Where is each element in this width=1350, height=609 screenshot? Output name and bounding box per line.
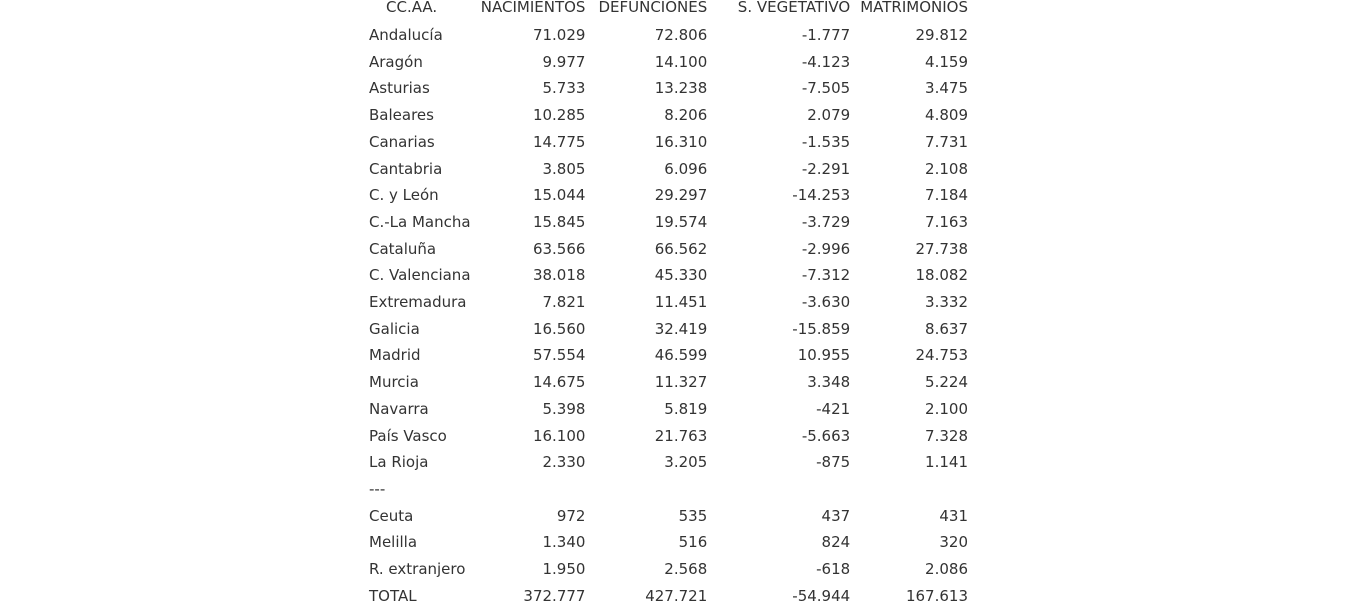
defunciones-value: 516 bbox=[678, 533, 708, 552]
region-name: Cantabria bbox=[369, 159, 443, 178]
table-body bbox=[364, 22, 968, 609]
table-row bbox=[364, 182, 968, 209]
nacimientos-value: 5.398 bbox=[542, 399, 586, 418]
matrimonios-value: 2.086 bbox=[925, 560, 968, 579]
defunciones-value: 14.100 bbox=[654, 52, 708, 71]
defunciones-value: 11.327 bbox=[654, 373, 708, 392]
defunciones-value: 5.819 bbox=[664, 399, 708, 418]
nacimientos-value: 14.775 bbox=[532, 132, 586, 151]
nacimientos-value: 63.566 bbox=[532, 239, 586, 258]
matrimonios-value: 3.475 bbox=[925, 79, 968, 98]
nacimientos-value bbox=[465, 476, 586, 503]
defunciones-value: 2.568 bbox=[664, 560, 708, 579]
region-name: C. y León bbox=[369, 186, 439, 205]
saldo-vegetativo-value: 824 bbox=[821, 533, 851, 552]
saldo-vegetativo-value: -14.253 bbox=[792, 186, 851, 205]
defunciones-value: 6.096 bbox=[664, 159, 708, 178]
table-row bbox=[364, 156, 968, 183]
region-name: La Rioja bbox=[369, 453, 429, 472]
matrimonios-value: 7.328 bbox=[925, 426, 968, 445]
defunciones-value: 13.238 bbox=[654, 79, 708, 98]
saldo-vegetativo-value: 437 bbox=[821, 506, 851, 525]
saldo-vegetativo-value: 2.079 bbox=[807, 106, 851, 125]
matrimonios-value: 29.812 bbox=[915, 26, 968, 44]
matrimonios-value: 4.159 bbox=[925, 52, 968, 71]
defunciones-value: 16.310 bbox=[654, 132, 708, 151]
region-name: Ceuta bbox=[369, 506, 414, 525]
nacimientos-value: 57.554 bbox=[532, 346, 586, 365]
header-ccaa: CC.AA. bbox=[386, 0, 438, 16]
table-row bbox=[364, 449, 968, 476]
saldo-vegetativo-value: -3.630 bbox=[801, 293, 851, 312]
matrimonios-value: 2.108 bbox=[925, 159, 968, 178]
defunciones-value bbox=[585, 476, 707, 503]
region-name: Andalucía bbox=[369, 26, 443, 44]
header-row bbox=[364, 0, 968, 22]
table-row bbox=[364, 75, 968, 102]
defunciones-value: 21.763 bbox=[654, 426, 708, 445]
table-row bbox=[364, 102, 968, 129]
nacimientos-value: 9.977 bbox=[542, 52, 586, 71]
table-row bbox=[364, 209, 968, 236]
matrimonios-value: 27.738 bbox=[915, 239, 968, 258]
saldo-vegetativo-value: -5.663 bbox=[801, 426, 851, 445]
saldo-vegetativo-value: 10.955 bbox=[797, 346, 851, 365]
region-name: Cataluña bbox=[369, 239, 437, 258]
defunciones-value: 45.330 bbox=[654, 266, 708, 285]
data-table-container bbox=[364, 0, 974, 609]
saldo-vegetativo-value: -4.123 bbox=[801, 52, 851, 71]
defunciones-value: 535 bbox=[678, 506, 708, 525]
nacimientos-value: 10.285 bbox=[532, 106, 586, 125]
nacimientos-value: 5.733 bbox=[542, 79, 586, 98]
header-nacimientos: NACIMIENTOS bbox=[480, 0, 586, 16]
matrimonios-value: 3.332 bbox=[925, 293, 968, 312]
region-name: --- bbox=[369, 479, 386, 498]
matrimonios-value: 18.082 bbox=[915, 266, 968, 285]
nacimientos-value: 38.018 bbox=[532, 266, 586, 285]
table-row bbox=[364, 529, 968, 556]
nacimientos-value: 972 bbox=[556, 506, 586, 525]
defunciones-value: 32.419 bbox=[654, 319, 708, 338]
table-row bbox=[364, 49, 968, 76]
matrimonios-value: 2.100 bbox=[925, 399, 968, 418]
table-row bbox=[364, 503, 968, 530]
saldo-vegetativo-value: -618 bbox=[816, 560, 851, 579]
table-row bbox=[364, 476, 968, 503]
saldo-vegetativo-value: -2.996 bbox=[801, 239, 851, 258]
matrimonios-value: 7.163 bbox=[925, 212, 968, 231]
defunciones-value: 46.599 bbox=[654, 346, 708, 365]
defunciones-value: 11.451 bbox=[654, 293, 708, 312]
matrimonios-value: 320 bbox=[939, 533, 968, 552]
header-saldo-vegetativo: S. VEGETATIVO bbox=[737, 0, 851, 16]
nacimientos-value: 15.845 bbox=[532, 212, 586, 231]
defunciones-value: 8.206 bbox=[664, 106, 708, 125]
matrimonios-value: 4.809 bbox=[925, 106, 968, 125]
nacimientos-value: 372.777 bbox=[523, 586, 586, 605]
matrimonios-value: 1.141 bbox=[925, 453, 968, 472]
region-name: Aragón bbox=[369, 52, 423, 71]
table-row bbox=[364, 556, 968, 583]
defunciones-value: 19.574 bbox=[654, 212, 708, 231]
region-name: Baleares bbox=[369, 106, 434, 125]
defunciones-value: 72.806 bbox=[654, 26, 708, 44]
saldo-vegetativo-value: -7.505 bbox=[801, 79, 851, 98]
saldo-vegetativo-value: 3.348 bbox=[807, 373, 851, 392]
saldo-vegetativo-value: -875 bbox=[816, 453, 851, 472]
saldo-vegetativo-value: -1.535 bbox=[801, 132, 851, 151]
saldo-vegetativo-value: -2.291 bbox=[801, 159, 851, 178]
defunciones-value: 66.562 bbox=[654, 239, 708, 258]
region-name: Canarias bbox=[369, 132, 435, 151]
region-name: C.-La Mancha bbox=[369, 212, 471, 231]
region-name: Asturias bbox=[369, 79, 430, 98]
saldo-vegetativo-value: -421 bbox=[816, 399, 851, 418]
saldo-vegetativo-value bbox=[707, 476, 850, 503]
table-row bbox=[364, 129, 968, 156]
matrimonios-value: 167.613 bbox=[905, 586, 968, 605]
region-name: C. Valenciana bbox=[369, 266, 471, 285]
region-name: Navarra bbox=[369, 399, 429, 418]
nacimientos-value: 1.340 bbox=[542, 533, 586, 552]
matrimonios-value bbox=[850, 476, 968, 503]
header-defunciones: DEFUNCIONES bbox=[598, 0, 708, 16]
table-row bbox=[364, 369, 968, 396]
defunciones-value: 427.721 bbox=[645, 586, 708, 605]
region-name: Murcia bbox=[369, 373, 419, 392]
region-name: Melilla bbox=[369, 533, 418, 552]
nacimientos-value: 16.100 bbox=[532, 426, 586, 445]
table-row bbox=[364, 342, 968, 369]
region-name: TOTAL bbox=[369, 586, 417, 605]
region-name: R. extranjero bbox=[369, 560, 466, 579]
nacimientos-value: 71.029 bbox=[532, 26, 586, 44]
saldo-vegetativo-value: -1.777 bbox=[801, 26, 851, 44]
matrimonios-value: 8.637 bbox=[925, 319, 968, 338]
table-row bbox=[364, 396, 968, 423]
nacimientos-value: 3.805 bbox=[542, 159, 586, 178]
region-name: Extremadura bbox=[369, 293, 467, 312]
matrimonios-value: 431 bbox=[939, 506, 968, 525]
matrimonios-value: 7.731 bbox=[925, 132, 968, 151]
region-name: País Vasco bbox=[369, 426, 447, 445]
saldo-vegetativo-value: -7.312 bbox=[801, 266, 851, 285]
defunciones-value: 3.205 bbox=[664, 453, 708, 472]
region-name: Galicia bbox=[369, 319, 420, 338]
demographics-table bbox=[364, 0, 968, 609]
matrimonios-value: 5.224 bbox=[925, 373, 968, 392]
saldo-vegetativo-value: -15.859 bbox=[792, 319, 851, 338]
table-row bbox=[364, 316, 968, 343]
nacimientos-value: 14.675 bbox=[532, 373, 586, 392]
region-name: Madrid bbox=[369, 346, 421, 365]
nacimientos-value: 1.950 bbox=[542, 560, 586, 579]
matrimonios-value: 24.753 bbox=[915, 346, 968, 365]
header-matrimonios: MATRIMONIOS bbox=[860, 0, 968, 16]
matrimonios-value: 7.184 bbox=[925, 186, 968, 205]
nacimientos-value: 2.330 bbox=[542, 453, 586, 472]
saldo-vegetativo-value: -3.729 bbox=[801, 212, 851, 231]
table-row bbox=[364, 236, 968, 263]
table-row bbox=[364, 22, 968, 49]
nacimientos-value: 15.044 bbox=[532, 186, 586, 205]
defunciones-value: 29.297 bbox=[654, 186, 708, 205]
table-row bbox=[364, 423, 968, 450]
nacimientos-value: 16.560 bbox=[532, 319, 586, 338]
table-row bbox=[364, 289, 968, 316]
nacimientos-value: 7.821 bbox=[542, 293, 586, 312]
table-row bbox=[364, 262, 968, 289]
table-row bbox=[364, 583, 968, 609]
saldo-vegetativo-value: -54.944 bbox=[792, 586, 851, 605]
